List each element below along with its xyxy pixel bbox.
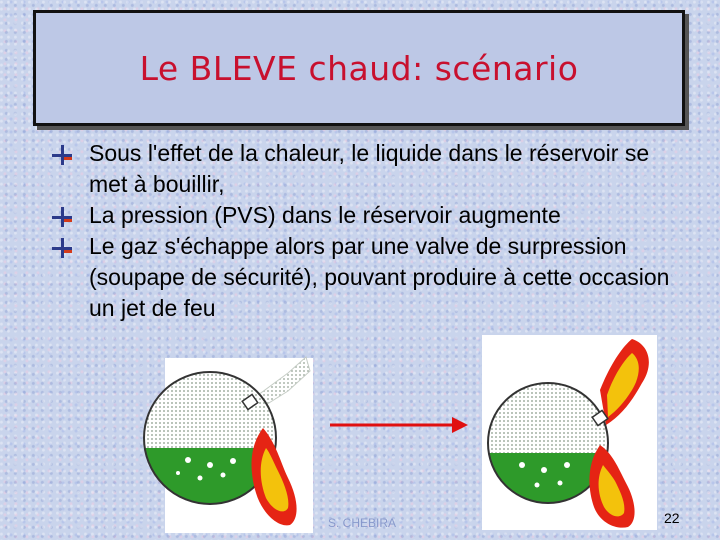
title-box: [33, 10, 685, 126]
bullet-item: [52, 138, 692, 200]
bullet-text: La pression (PVS) dans le réservoir augmente: [89, 202, 561, 228]
arrow-right-icon: [330, 414, 470, 436]
footer-author: S. CHEBIRA: [328, 516, 397, 530]
bullet-icon: [52, 207, 72, 227]
bullet-item: [52, 200, 692, 231]
slide-title: Le BLEVE chaud: scénario: [139, 48, 579, 88]
bullet-icon: [52, 238, 72, 258]
bullet-list: [52, 138, 692, 324]
bullet-text: Sous l'effet de la chaleur, le liquide dans le réservoir se met à bouillir,: [89, 140, 650, 197]
page-number: 22: [664, 510, 680, 526]
bullet-item: [52, 231, 692, 324]
tank-gas-release-figure: [138, 353, 313, 533]
tank-fire-jet-figure: [482, 335, 657, 530]
bullet-icon: [52, 145, 72, 165]
bullet-text: Le gaz s'échappe alors par une valve de surpression (soupape de sécurité), pouvant produire à cette occasion un jet de feu: [89, 233, 670, 321]
